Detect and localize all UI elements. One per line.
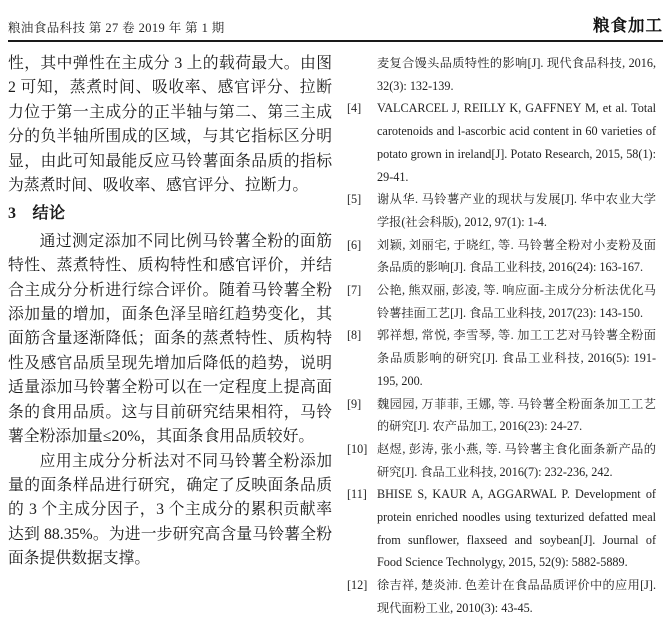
section-number: 3 [8,205,17,223]
body-paragraph: 通过测定添加不同比例马铃薯全粉的面筋特性、蒸煮特性、质构特性和感官评价，并结合主成分分析进行综合评价。随着马铃薯全粉添加量的增加，面条色泽呈暗红趋势变化，其面筋含量逐渐降低；面条的蒸煮特性、质构特性及感官品质呈现先增加后降低的趋势，说明适量添加马铃薯全粉可以在一定程度上提高面条的食用品质。这与目前研究结果相符，马铃薯全粉添加量≤20%，其面条食用品质较好。 [8,232,332,446]
reference-item [347,324,656,392]
section-heading [8,202,332,226]
reference-item [347,393,656,438]
reference-text: 公艳, 熊双丽, 彭凌, 等. 响应面-主成分分析法优化马铃薯挂面工艺[J]. 食品工业科技, 2017(23): 143-150. [377,283,656,320]
reference-item [347,234,656,279]
reference-item [347,97,656,188]
content-columns [8,42,663,620]
reference-number: [12] [347,578,368,593]
reference-text: BHISE S, KAUR A, AGGARWAL P. Development of protein enriched noodles using texturized defatted meal from sunflower, flaxseed and soybean[J]. Journal of Food Science Technolygy, 2015, 52(9): 5882-5889. [377,487,656,570]
reference-number: [8] [347,328,362,343]
reference-text: 魏园园, 万菲菲, 王娜, 等. 马铃薯全粉面条加工工艺的研究[J]. 农产品加工, 2016(23): 24-27. [377,396,656,434]
left-column [8,52,332,620]
section-title: 结论 [32,205,66,223]
reference-text: VALCARCEL J, REILLY K, GAFFNEY M, et al. Total carotenoids and l-ascorbic acid content in 60 varieties of potato grown in ireland[J]. Potato Research, 2015, 58(1): 29-41. [377,101,656,184]
reference-item [347,279,656,324]
reference-number: [5] [347,192,362,207]
journal-info: 粮油食品科技 第 27 卷 2019 年 第 1 期 [8,21,225,35]
reference-text: 谢从华. 马铃薯产业的现状与发展[J]. 华中农业大学学报(社会科版), 2012, 97(1): 1-4. [377,192,656,229]
reference-number: [6] [347,237,362,252]
body-paragraph-continuation: 性，其中弹性在主成分 3 上的载荷最大。由图 2 可知，蒸煮时间、吸收率、感官评分、拉断力位于第一主成分的正半轴与第二、第三主成分的负半轴所围成的区域，与其它指标区分明显，由此可知最能反应马铃薯面条品质的指标为蒸煮时间、吸收率、感官评分、拉断力。 [8,55,332,195]
reference-item [347,188,656,233]
reference-continuation: 麦复合馒头品质特性的影响[J]. 现代食品科技, 2016, 32(3): 132-139. [377,56,656,93]
reference-text: 徐吉祥, 楚炎沛. 色差计在食品品质评价中的应用[J]. 现代面粉工业, 2010(3): 43-45. [377,578,656,615]
reference-item [347,574,656,619]
reference-number: [10] [347,441,368,456]
reference-number: [11] [347,487,367,502]
reference-item [347,483,656,574]
reference-number: [4] [347,101,362,116]
reference-text: 郭祥想, 常悦, 李雪琴, 等. 加工工艺对马铃薯全粉面条品质影响的研究[J]. 食品工业科技, 2016(5): 191-195, 200. [377,328,656,388]
reference-item [347,438,656,483]
reference-number: [9] [347,396,362,411]
body-paragraph: 应用主成分分析法对不同马铃薯全粉添加量的面条样品进行研究，确定了反映面条品质的 3 个主成分因子，3 个主成分的累积贡献率达到 88.35%。为进一步研究高含量马铃薯全粉面条提供数据支撑。 [8,452,332,568]
page-header [8,0,663,42]
right-column-references [347,52,656,620]
section-label: 粮食加工 [593,16,663,35]
reference-number: [7] [347,283,362,298]
reference-text: 刘颖, 刘丽宅, 于晓红, 等. 马铃薯全粉对小麦粉及面条品质的影响[J]. 食品工业科技, 2016(24): 163-167. [377,237,656,275]
reference-text: 赵煜, 彭涛, 张小燕, 等. 马铃薯主食化面条新产品的研究[J]. 食品工业科技, 2016(7): 232-236, 242. [377,441,656,479]
